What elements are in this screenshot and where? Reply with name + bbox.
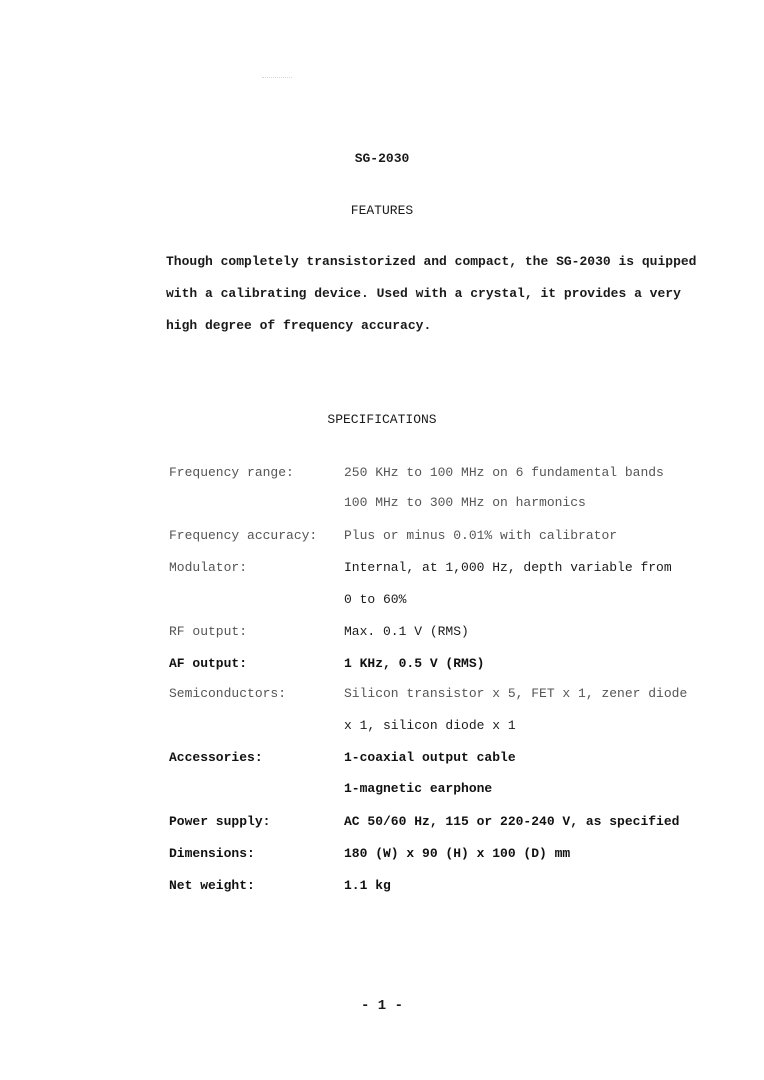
spec-value: 1-magnetic earphone bbox=[344, 781, 493, 796]
spec-label: Frequency accuracy: bbox=[169, 528, 318, 543]
spec-value: 0 to 60% bbox=[344, 592, 407, 607]
spec-label: Net weight: bbox=[169, 878, 255, 893]
spec-label: Frequency range: bbox=[169, 465, 294, 480]
spec-value: 250 KHz to 100 MHz on 6 fundamental bands bbox=[344, 465, 664, 480]
spec-value: AC 50/60 Hz, 115 or 220-240 V, as specified bbox=[344, 814, 680, 829]
page-number: - 1 - bbox=[360, 998, 403, 1014]
spec-label: RF output: bbox=[169, 624, 248, 639]
specifications-heading: SPECIFICATIONS bbox=[327, 412, 437, 427]
spec-value: Plus or minus 0.01% with calibrator bbox=[344, 528, 618, 543]
document-title: SG-2030 bbox=[354, 151, 410, 166]
spec-value: Silicon transistor x 5, FET x 1, zener diode bbox=[344, 686, 688, 701]
spec-label: Power supply: bbox=[169, 814, 271, 829]
spec-value: 180 (W) x 90 (H) x 100 (D) mm bbox=[344, 846, 571, 861]
features-line: with a calibrating device. Used with a crystal, it provides a very bbox=[166, 286, 681, 301]
spec-value: 1-coaxial output cable bbox=[344, 750, 516, 765]
spec-value: Internal, at 1,000 Hz, depth variable from bbox=[344, 560, 672, 575]
spec-value: x 1, silicon diode x 1 bbox=[344, 718, 516, 733]
spec-label: Semiconductors: bbox=[169, 686, 287, 701]
features-line: Though completely transistorized and compact, the SG-2030 is quipped bbox=[166, 254, 697, 269]
spec-value: 1 KHz, 0.5 V (RMS) bbox=[344, 656, 485, 671]
spec-label: Modulator: bbox=[169, 560, 248, 575]
spec-label: Dimensions: bbox=[169, 846, 255, 861]
spec-label: Accessories: bbox=[169, 750, 263, 765]
spec-label: AF output: bbox=[169, 656, 248, 671]
scan-speck bbox=[262, 77, 292, 80]
spec-value: 1.1 kg bbox=[344, 878, 391, 893]
spec-value: Max. 0.1 V (RMS) bbox=[344, 624, 469, 639]
spec-value: 100 MHz to 300 MHz on harmonics bbox=[344, 495, 586, 510]
features-heading: FEATURES bbox=[350, 203, 414, 218]
features-line: high degree of frequency accuracy. bbox=[166, 318, 432, 333]
